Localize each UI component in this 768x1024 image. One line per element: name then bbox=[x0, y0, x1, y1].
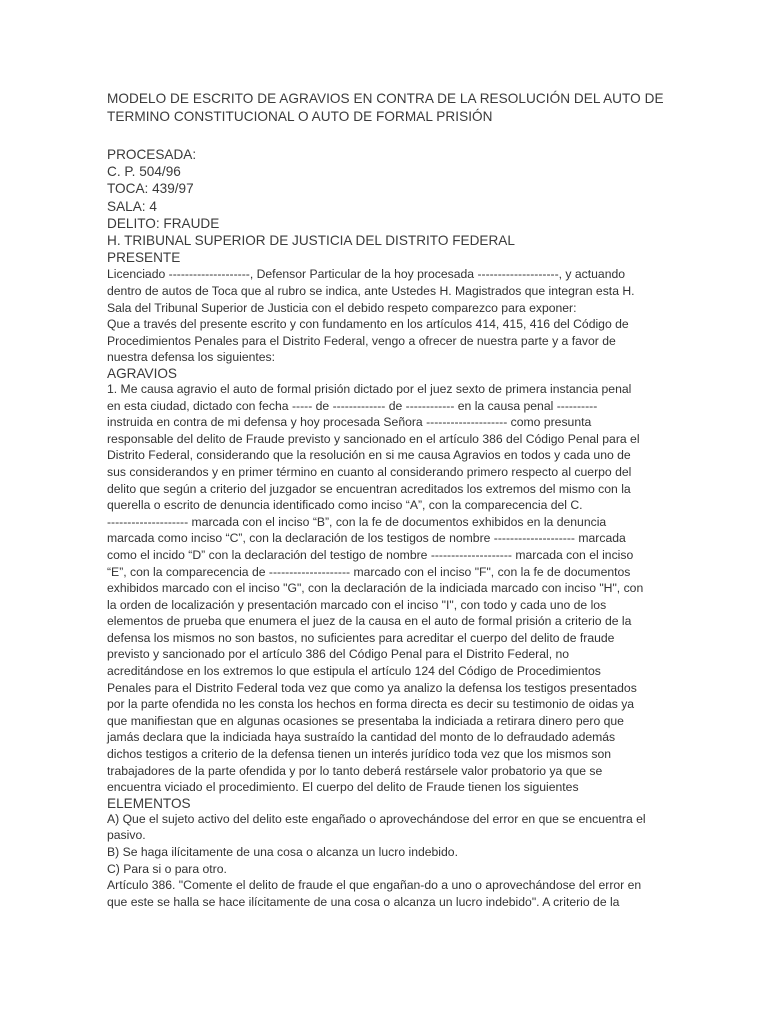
agravios-heading: AGRAVIOS bbox=[107, 365, 177, 381]
title-line: MODELO DE ESCRITO DE AGRAVIOS EN CONTRA DE LA RESOLUCIÓN DEL AUTO DE bbox=[107, 91, 664, 106]
agravios-paragraph bbox=[107, 381, 667, 796]
header-procesada: PROCESADA: bbox=[107, 147, 197, 162]
elementos-heading: ELEMENTOS bbox=[107, 795, 191, 811]
body-line: nuestra defensa los siguientes: bbox=[107, 350, 276, 365]
body-line: que este se halla se hace ilícitamente de una cosa o alcanza un lucro indebido". A criterio de la bbox=[107, 894, 620, 909]
body-line: Que a través del presente escrito y con fundamento en los artículos 414, 415, 416 del Código de bbox=[107, 317, 629, 332]
body-line: acreditándose en los extremos lo que estipula el artículo 124 del Código de Procedimientos bbox=[107, 664, 601, 679]
body-line: que manifiestan que en algunas ocasiones se presentaba la indiciada a retirara dinero pero que bbox=[107, 713, 624, 728]
body-line: querella o escrito de denuncia identificado como inciso “A”, con la comparecencia del C. bbox=[107, 498, 583, 513]
body-line: marcada como inciso “C”, con la declaración de los testigos de nombre -------------------- marcada bbox=[107, 531, 626, 546]
body-line: B) Se haga ilícitamente de una cosa o alcanza un lucro indebido. bbox=[107, 845, 458, 860]
body-line: la orden de localización y presentación marcado con el inciso "I", con todo y cada uno de los bbox=[107, 597, 607, 612]
body-line: por la parte ofendida no les consta los hechos en forma directa es decir su testimonio de oidas ya bbox=[107, 697, 635, 712]
header-delito: DELITO: FRAUDE bbox=[107, 215, 220, 231]
document-title bbox=[107, 90, 667, 126]
body-line: instruida en contra de mi defensa y hoy procesada Señora -------------------- como presunta bbox=[107, 415, 592, 430]
body-line: en esta ciudad, dictado con fecha ----- de ------------- de ------------ en la causa penal ---------- bbox=[107, 398, 598, 413]
body-line: A) Que el sujeto activo del delito este engañado o aprovechándose del error en que se encuentra el bbox=[107, 811, 646, 826]
body-line: -------------------- marcada con el inciso “B”, con la fe de documentos exhibidos en la denuncia bbox=[107, 514, 607, 529]
body-line: Penales para el Distrito Federal toda vez que como ya analizo la defensa los testigos presentados bbox=[107, 680, 637, 695]
body-line: Sala del Tribunal Superior de Justicia con el debido respeto comparezco para exponer: bbox=[107, 300, 577, 315]
case-header bbox=[107, 146, 667, 266]
body-line: como el incido “D” con la declaración del testigo de nombre -------------------- marcada con el inciso bbox=[107, 547, 634, 562]
body-line: pasivo. bbox=[107, 828, 146, 843]
body-line: “E”, con la comparecencia de -------------------- marcado con el inciso "F", con la fe de documentos bbox=[107, 564, 631, 579]
body-line: 1. Me causa agravio el auto de formal prisión dictado por el juez sexto de primera instancia penal bbox=[107, 381, 632, 396]
intro-paragraph bbox=[107, 266, 667, 366]
body-line: sus considerandos y en primer término en cuanto al considerando primero respecto al cuerpo del bbox=[107, 464, 632, 479]
body-line: defensa los mismos no son bastos, no suficientes para acreditar el cuerpo del delito de fraude bbox=[107, 630, 615, 645]
body-line: dichos testigos a criterio de la defensa tienen un interés jurídico toda vez que los mismos son bbox=[107, 747, 612, 762]
body-line: Distrito Federal, considerando que la resolución en si me causa Agravios en todos y cada uno de bbox=[107, 448, 631, 463]
body-line: elementos de prueba que enumera el juez de la causa en el auto de formal prisión a criterio de la bbox=[107, 614, 632, 629]
body-line: responsable del delito de Fraude previsto y sancionado en el artículo 386 del Código Penal para el bbox=[107, 431, 640, 446]
body-line: Procedimientos Penales para el Distrito Federal, vengo a ofrecer de nuestra parte y a favor de bbox=[107, 333, 616, 348]
header-presente: PRESENTE bbox=[107, 250, 181, 266]
body-line: C) Para si o para otro. bbox=[107, 861, 227, 876]
body-line: delito que según a criterio del juzgador se encuentran acreditados los extremos del mismo con la bbox=[107, 481, 631, 496]
body-line: previsto y sancionado por el artículo 386 del Código Penal para el Distrito Federal, no bbox=[107, 647, 570, 662]
document-page bbox=[107, 90, 667, 910]
header-tribunal: H. TRIBUNAL SUPERIOR DE JUSTICIA DEL DISTRITO FEDERAL bbox=[107, 233, 515, 249]
body-line: Licenciado --------------------, Defensor Particular de la hoy procesada --------------------, y actuando bbox=[107, 267, 626, 282]
body-line: jamás declara que la indiciada haya sustraído la cantidad del monto de lo defraudado además bbox=[107, 730, 616, 745]
body-line: Artículo 386. "Comente el delito de fraude el que engañan-do a uno o aprovechándose del error en bbox=[107, 878, 642, 893]
body-line: encuentra viciado el procedimiento. El cuerpo del delito de Fraude tienen los siguientes bbox=[107, 780, 579, 795]
header-toca: TOCA: 439/97 bbox=[107, 181, 194, 197]
elementos-paragraph bbox=[107, 811, 667, 911]
title-line: TERMINO CONSTITUCIONAL O AUTO DE FORMAL PRISIÓN bbox=[107, 109, 493, 124]
header-sala: SALA: 4 bbox=[107, 198, 157, 214]
body-line: dentro de autos de Toca que al rubro se indica, ante Ustedes H. Magistrados que integran esta H. bbox=[107, 284, 635, 299]
body-line: trabajadores de la parte ofendida y por lo tanto deberá restársele valor probatorio ya que se bbox=[107, 763, 603, 778]
header-causa-penal: C. P. 504/96 bbox=[107, 164, 181, 180]
body-line: exhibidos marcado con el inciso "G", con la declaración de la indiciada marcado con inciso "H", con bbox=[107, 581, 644, 596]
